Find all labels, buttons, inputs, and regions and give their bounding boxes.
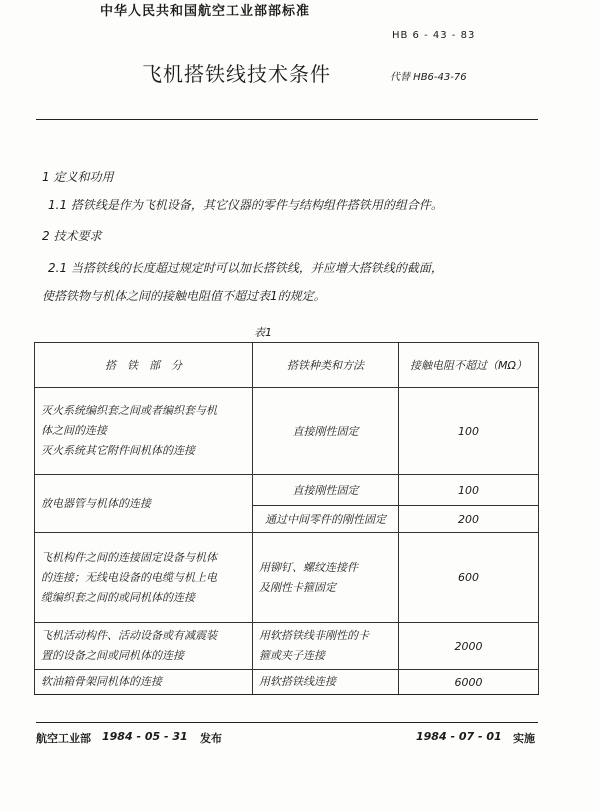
cell-line: 体之间的连接 xyxy=(41,424,107,437)
effective-date: 1984 - 07 - 01 xyxy=(416,730,502,743)
table-cell-resistance: 600 xyxy=(399,533,539,623)
col-header-method: 搭铁种类和方法 xyxy=(253,343,399,388)
resistance-table xyxy=(34,342,539,695)
cell-line: 置的设备之间或同机体的连接 xyxy=(41,649,184,662)
cell-line: 飞机活动构件、活动设备或有减震装 xyxy=(41,629,217,642)
table-cell-method: 通过中间零件的刚性固定 xyxy=(253,506,399,533)
table-cell-resistance: 100 xyxy=(399,475,539,506)
section-2-1-text-line2: 使搭铁物与机体之间的接触电阻值不超过表1的规定。 xyxy=(42,289,326,303)
table-cell-part xyxy=(35,670,253,695)
section-1-heading: 1 定义和功用 xyxy=(42,170,114,184)
table-cell-method xyxy=(253,623,399,670)
issuing-authority: 中华人民共和国航空工业部部标准 xyxy=(100,4,311,19)
section-1-1-text: 1.1 搭铁线是作为飞机设备，其它仪器的零件与结构组件搭铁用的组合件。 xyxy=(48,198,443,212)
table-cell-part xyxy=(35,623,253,670)
effective-label: 实施 xyxy=(513,732,535,745)
cell-line: 灭火系统编织套之间或者编织套与机 xyxy=(41,404,217,417)
table-caption: 表1 xyxy=(254,326,272,339)
issued-by: 航空工业部 xyxy=(36,732,91,745)
table-row xyxy=(35,670,539,695)
supersedes-note: 代替 HB6-43-76 xyxy=(390,72,467,83)
footer-divider xyxy=(36,722,538,723)
table-cell-part xyxy=(35,533,253,623)
section-2-1-text-line1: 2.1 当搭铁线的长度超过规定时可以加长搭铁线，并应增大搭铁线的截面， xyxy=(48,261,443,275)
col-header-part: 搭 铁 部 分 xyxy=(35,343,253,388)
table-cell-resistance: 100 xyxy=(399,388,539,475)
table-cell-method xyxy=(253,670,399,695)
table-cell-resistance: 200 xyxy=(399,506,539,533)
table-cell-method: 直接刚性固定 xyxy=(253,388,399,475)
cell-line: 放电器管与机体的连接 xyxy=(41,496,151,510)
standard-number: HB 6 - 43 - 83 xyxy=(392,30,476,41)
table-header-row xyxy=(35,343,539,388)
cell-line: 用软搭铁线连接 xyxy=(259,675,336,688)
cell-line: 及刚性卡箍固定 xyxy=(259,580,336,594)
cell-line: 箍或夹子连接 xyxy=(259,649,325,662)
cell-line: 软油箱骨架同机体的连接 xyxy=(41,675,162,688)
cell-line: 用软搭铁线非刚性的卡 xyxy=(259,629,369,642)
header-divider xyxy=(36,119,538,120)
issue-label: 发布 xyxy=(200,732,222,745)
table-cell-resistance: 2000 xyxy=(399,623,539,670)
table-cell-method xyxy=(253,533,399,623)
cell-line: 缆编织套之间的或同机体的连接 xyxy=(41,590,195,604)
table-cell-part xyxy=(35,475,253,533)
table-row xyxy=(35,533,539,623)
table-row xyxy=(35,475,539,506)
section-2-heading: 2 技术要求 xyxy=(42,229,102,243)
issue-date: 1984 - 05 - 31 xyxy=(102,730,188,743)
table-cell-part xyxy=(35,388,253,475)
cell-line: 灭火系统其它附件间机体的连接 xyxy=(41,444,195,457)
table-row xyxy=(35,623,539,670)
document-title: 飞机搭铁线技术条件 xyxy=(142,62,331,86)
cell-line: 飞机构件之间的连接固定设备与机体 xyxy=(41,550,217,564)
cell-line: 的连接；无线电设备的电缆与机上电 xyxy=(41,570,217,584)
table-cell-method: 直接刚性固定 xyxy=(253,475,399,506)
cell-line: 用铆钉、螺纹连接件 xyxy=(259,560,358,574)
table-cell-resistance: 6000 xyxy=(399,670,539,695)
col-header-resistance: 接触电阻不超过（MΩ） xyxy=(399,343,539,388)
table-row xyxy=(35,388,539,475)
